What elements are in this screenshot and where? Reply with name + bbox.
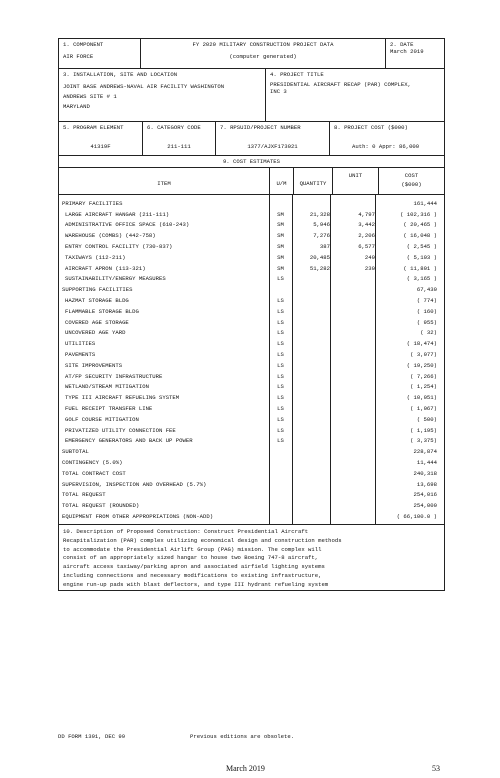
cost-cell: ( 3,077): [410, 351, 437, 359]
page-number: 53: [432, 764, 440, 773]
cost-cell: ( 102,316 ): [400, 210, 437, 218]
um-cell: SM: [277, 264, 284, 272]
cost-estimates-table: [59, 195, 444, 525]
cost-cell: ( 500): [416, 415, 437, 423]
table-row: [59, 382, 444, 393]
table-row: [59, 425, 444, 436]
um-cell: LS: [277, 329, 284, 337]
cost-cell: ( 1,195): [410, 426, 437, 434]
cost-cell: ( 5,103 ): [406, 253, 437, 261]
component-value: AIR FORCE: [63, 53, 94, 60]
cost-estimates-heading-row: [59, 156, 444, 168]
table-row: [59, 436, 444, 447]
unit-cost-cell: 6,577: [358, 243, 375, 251]
cost-cell: ( 18,474): [406, 340, 437, 348]
description-section: [59, 525, 444, 590]
table-row: [59, 479, 444, 490]
um-cell: LS: [277, 394, 284, 402]
um-cell: LS: [277, 297, 284, 305]
program-element-label: 5. PROGRAM ELEMENT: [63, 124, 124, 131]
form-id: DD FORM 1391, DEC 99: [58, 733, 126, 740]
table-row: [59, 317, 444, 328]
component-cell: [59, 39, 141, 68]
unit-cost-cell: 3,442: [358, 221, 375, 229]
um-cell: SM: [277, 232, 284, 240]
item-cell: SITE IMPROVEMENTS: [65, 361, 123, 369]
table-row: [59, 338, 444, 349]
unit-cost-cell: 230: [364, 264, 375, 272]
description-line: including connections and necessary modifications to existing infrastructure,: [63, 571, 322, 579]
table-row: [59, 198, 444, 209]
installation-label: 3. INSTALLATION, SITE AND LOCATION: [63, 71, 178, 78]
cost-estimates-heading: 9. COST ESTIMATES: [222, 158, 281, 165]
category-code-label: 6. CATEGORY CODE: [147, 124, 201, 131]
cost-cell: ( 2,545 ): [406, 243, 437, 251]
program-element-value: 41319F: [90, 143, 111, 150]
item-cell: FUEL RECEIPT TRANSFER LINE: [65, 405, 153, 413]
cost-cell: 67,430: [416, 286, 437, 294]
table-row: [59, 446, 444, 457]
item-cell: EQUIPMENT FROM OTHER APPROPRIATIONS (NON-ADD): [62, 513, 214, 520]
description-line: to accommodate the Presidential Airlift Group (PAG) mission. The complex will: [63, 545, 322, 553]
cost-cell: ( 10,051): [406, 394, 437, 402]
installation-row: [59, 69, 444, 122]
cost-cell: 11,444: [416, 459, 437, 467]
cost-cell: ( 3,165 ): [406, 275, 437, 283]
um-cell: SM: [277, 253, 284, 261]
cost-cell: ( 19,250): [406, 361, 437, 369]
col-divider: [269, 195, 270, 524]
table-row: [59, 274, 444, 285]
form-title-cell: [141, 39, 386, 68]
rpsuid-value: 1377/AJXF173021: [247, 143, 298, 150]
description-line: Recapitalization (PAR) complex utilizing economical design and construction methods: [63, 536, 342, 544]
header-row: [59, 39, 444, 69]
cost-cell: ( 20,465 ): [403, 221, 437, 229]
um-cell: LS: [277, 340, 284, 348]
cost-cell: 254,000: [413, 502, 437, 510]
item-cell: ADMINISTRATIVE OFFICE SPACE (610-243): [65, 221, 190, 229]
project-title-line2: INC 3: [270, 88, 287, 95]
cost-cell: 228,874: [413, 448, 437, 456]
form-subtitle: (computer generated): [229, 53, 297, 60]
table-row: [59, 360, 444, 371]
table-row: [59, 230, 444, 241]
um-cell: LS: [277, 372, 284, 380]
um-cell: LS: [277, 318, 284, 326]
obsolete-note: Previous editions are obsolete.: [190, 733, 295, 740]
item-cell: WAREHOUSE (COMBS) (442-758): [65, 232, 156, 240]
quantity-cell: 7,276: [313, 232, 330, 240]
cost-cell: ( 1,067): [410, 405, 437, 413]
col-item-header: ITEM: [59, 168, 270, 194]
col-cost-unit: ($000): [401, 181, 422, 188]
quantity-cell: 387: [319, 243, 330, 251]
date-cell: [386, 39, 444, 68]
col-unit-header: UNIT: [333, 168, 379, 194]
table-row: [59, 220, 444, 231]
codes-row: [59, 122, 444, 156]
description-line: consist of an appropriately sized hangar to house two Boeing 747-8 aircraft,: [63, 554, 319, 562]
table-row: [59, 306, 444, 317]
table-row: [59, 252, 444, 263]
table-row: [59, 468, 444, 479]
table-row: [59, 295, 444, 306]
project-cost-value: Auth: 0 Appr: 86,000: [352, 143, 420, 150]
cost-cell: 161,444: [413, 199, 437, 207]
item-cell: PRIMARY FACILITIES: [62, 199, 123, 207]
category-code-cell: [143, 122, 216, 155]
description-line: engine run-up pads with blast deflectors, and type III hydrant refueling system: [63, 580, 329, 588]
item-cell: SUPERVISION, INSPECTION AND OVERHEAD (5.7%): [62, 480, 207, 488]
cost-cell: ( 16,048 ): [403, 232, 437, 240]
col-divider: [375, 195, 376, 524]
installation-cell: [59, 69, 266, 121]
installation-line2: ANDREWS SITE # 1: [63, 93, 117, 100]
unit-cost-cell: 2,206: [358, 232, 375, 240]
table-row: [59, 457, 444, 468]
item-cell: WETLAND/STREAM MITIGATION: [65, 383, 149, 391]
installation-line3: MARYLAND: [63, 103, 90, 110]
project-title-cell: [266, 69, 444, 121]
item-cell: FLAMMABLE STORAGE BLDG: [65, 307, 139, 315]
table-row: [59, 349, 444, 360]
item-cell: HAZMAT STORAGE BLDG: [65, 297, 129, 305]
item-cell: UTILITIES: [65, 340, 96, 348]
quantity-cell: 51,282: [309, 264, 330, 272]
component-label: 1. COMPONENT: [63, 41, 104, 48]
quantity-cell: 5,946: [313, 221, 330, 229]
unit-cost-cell: 249: [364, 253, 375, 261]
item-cell: AT/FP SECURITY INFRASTRUCTURE: [65, 372, 163, 380]
item-cell: TAXIWAYS (112-211): [65, 253, 126, 261]
description-line: aircraft access taxiway/parking apron and associated airfield lighting systems: [63, 563, 325, 571]
description-body: [63, 537, 440, 588]
table-row: [59, 371, 444, 382]
item-cell: AIRCRAFT APRON (113-321): [65, 264, 146, 272]
item-cell: ENTRY CONTROL FACILITY (730-837): [65, 243, 173, 251]
item-cell: GOLF COURSE MITIGATION: [65, 415, 139, 423]
item-cell: SUSTAINABILITY/ENERGY MEASURES: [65, 275, 166, 283]
quantity-cell: 20,485: [309, 253, 330, 261]
cost-cell: ( 1,254): [410, 383, 437, 391]
rpsuid-cell: [216, 122, 330, 155]
project-title-label: 4. PROJECT TITLE: [270, 71, 324, 78]
um-cell: SM: [277, 243, 284, 251]
table-row: [59, 284, 444, 295]
item-cell: SUBTOTAL: [62, 448, 89, 456]
form-footer: [58, 733, 443, 740]
item-cell: PAVEMENTS: [65, 351, 96, 359]
item-cell: TYPE III AIRCRAFT REFUELING SYSTEM: [65, 394, 180, 402]
item-cell: TOTAL REQUEST: [62, 491, 106, 499]
col-qty-header: QUANTITY: [294, 168, 333, 194]
category-code-value: 211-111: [167, 143, 191, 150]
um-cell: LS: [277, 405, 284, 413]
um-cell: LS: [277, 361, 284, 369]
program-element-cell: [59, 122, 143, 155]
table-row: [59, 490, 444, 501]
cost-cell: ( 7,266): [410, 372, 437, 380]
table-row: [59, 263, 444, 274]
um-cell: LS: [277, 426, 284, 434]
item-cell: COVERED AGE STORAGE: [65, 318, 129, 326]
project-cost-label: 8. PROJECT COST ($000): [334, 124, 408, 131]
col-divider: [292, 195, 293, 524]
form-title: FY 2020 MILITARY CONSTRUCTION PROJECT DATA: [192, 41, 334, 48]
item-cell: TOTAL CONTRACT COST: [62, 469, 126, 477]
col-cost-header: [379, 168, 444, 194]
description-label: 10. Description of Proposed Construction: Construct Presidential Aircraft: [63, 527, 309, 535]
cost-cell: ( 32): [420, 329, 437, 337]
cost-cell: 254,016: [413, 491, 437, 499]
cost-cell: ( 160): [416, 307, 437, 315]
cost-cell: ( 66,100.0 ): [396, 513, 437, 520]
item-cell: CONTINGENCY (5.0%): [62, 459, 123, 467]
um-cell: SM: [277, 221, 284, 229]
table-row: [59, 392, 444, 403]
date-label: 2. DATE: [390, 41, 414, 48]
installation-line1: JOINT BASE ANDREWS-NAVAL AIR FACILITY WASHINGTON: [63, 83, 225, 90]
unit-cost-cell: 4,797: [358, 210, 375, 218]
item-cell: TOTAL REQUEST (ROUNDED): [62, 502, 140, 510]
item-cell: EMERGENCY GENERATORS AND BACK UP POWER: [65, 437, 193, 445]
cost-cell: ( 11,801 ): [403, 264, 437, 272]
um-cell: LS: [277, 437, 284, 445]
quantity-cell: 21,328: [309, 210, 330, 218]
cost-cell: 13,698: [416, 480, 437, 488]
table-row: [59, 241, 444, 252]
cost-cell: ( 3,375): [410, 437, 437, 445]
item-cell: LARGE AIRCRAFT HANGAR (211-111): [65, 210, 170, 218]
project-cost-cell: [330, 122, 444, 155]
cost-cell: ( 774): [416, 297, 437, 305]
table-row: [59, 500, 444, 511]
page-date: March 2019: [226, 764, 265, 773]
um-cell: LS: [277, 351, 284, 359]
project-data-form: [58, 38, 445, 591]
table-row: [59, 209, 444, 220]
col-divider: [330, 195, 331, 524]
table-row: [59, 511, 444, 522]
um-cell: LS: [277, 307, 284, 315]
um-cell: LS: [277, 415, 284, 423]
table-row: [59, 414, 444, 425]
item-cell: UNCOVERED AGE YARD: [65, 329, 126, 337]
item-cell: PRIVATIZED UTILITY CONNECTION FEE: [65, 426, 176, 434]
columns-header-row: [59, 168, 444, 195]
rpsuid-label: 7. RPSUID/PROJECT NUMBER: [220, 124, 301, 131]
um-cell: LS: [277, 275, 284, 283]
col-um-header: U/M: [270, 168, 294, 194]
um-cell: LS: [277, 383, 284, 391]
table-row: [59, 403, 444, 414]
col-cost-label: COST: [404, 172, 419, 179]
um-cell: SM: [277, 210, 284, 218]
cost-cell: ( 955): [416, 318, 437, 326]
item-cell: SUPPORTING FACILITIES: [62, 286, 133, 294]
cost-cell: 240,318: [413, 469, 437, 477]
date-value: March 2019: [390, 48, 424, 55]
project-title-line1: PRESIDENTIAL AIRCRAFT RECAP (PAR) COMPLEX,: [270, 81, 411, 88]
table-row: [59, 328, 444, 339]
